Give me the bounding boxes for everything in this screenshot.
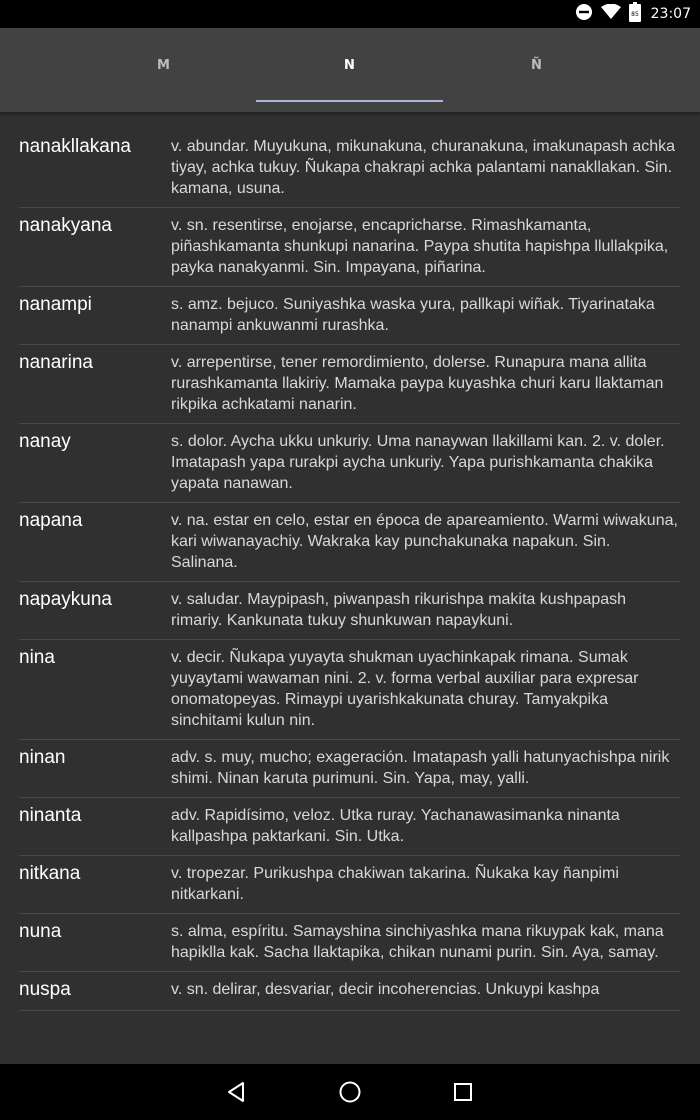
entry-word: ninanta xyxy=(19,805,82,826)
dnd-icon xyxy=(575,3,593,25)
entry-definition: v. tropezar. Purikushpa chakiwan takarina. Ñukaka kay ñanpimi nitkarkani. xyxy=(171,865,619,903)
entry-definition: v. saludar. Maypipash, piwanpash rikurishpa makita kushpapash rimariy. Kankunata tukuy shunkuwan napaykuni. xyxy=(171,591,627,629)
list-item[interactable] xyxy=(19,287,680,345)
entry-word: ninan xyxy=(19,747,66,768)
list-item[interactable] xyxy=(19,582,680,640)
tab-n-tilde[interactable]: Ñ xyxy=(531,57,542,73)
tab-m[interactable]: M xyxy=(157,57,170,73)
list-item[interactable] xyxy=(19,640,680,740)
list-item[interactable] xyxy=(19,424,680,503)
list-item[interactable] xyxy=(19,740,680,798)
entry-definition: s. alma, espíritu. Samayshina sinchiyashka mana rikuypak kak, mana hapiklla kak. Sacha llaktapika, chikan nunami purin. Sin. Aya, samay. xyxy=(171,923,664,961)
back-icon xyxy=(225,1081,247,1103)
active-tab-indicator xyxy=(256,100,443,102)
list-item[interactable] xyxy=(19,798,680,856)
status-icons xyxy=(575,0,691,28)
list-item[interactable] xyxy=(19,503,680,582)
entry-definition: s. dolor. Aycha ukku unkuriy. Uma nanaywan llakillami kan. 2. v. doler. Imatapash yapa rurakpi aycha unkuriy. Yapa purishkamanta chakika yapata nanawan. xyxy=(171,433,665,492)
entry-word: nuspa xyxy=(19,979,71,1000)
entry-word: nina xyxy=(19,647,55,668)
list-item[interactable] xyxy=(19,856,680,914)
entry-word: nanay xyxy=(19,431,71,452)
home-button[interactable] xyxy=(320,1064,380,1120)
entry-word: nanarina xyxy=(19,352,93,373)
dictionary-list[interactable] xyxy=(0,112,700,1044)
battery-level: 85 xyxy=(630,11,639,18)
entry-definition: v. sn. delirar, desvariar, decir incoherencias. Unkuypi kashpa xyxy=(171,981,600,998)
entry-definition: v. abundar. Muyukuna, mikunakuna, churanakuna, imakunapash achka tiyay, achka tukuy. Ñukapa chakrapi achka palantami nanakllakan. Sin. kamana, usuna. xyxy=(171,138,676,197)
entry-definition: v. na. estar en celo, estar en época de apareamiento. Warmi wiwakuna, kari wiwanayachiy. Wakraka kay punchakunaka napakun. Sin. Salinana. xyxy=(171,512,678,571)
list-item[interactable] xyxy=(19,914,680,972)
entry-definition: adv. s. muy, mucho; exageración. Imatapash yalli hatunyachishpa nirik shimi. Ninan karuta purimuni. Sin. Yapa, may, yalli. xyxy=(171,749,670,787)
entry-definition: s. amz. bejuco. Suniyashka waska yura, pallkapi wiñak. Tiyarinataka nanampi ankuwanmi rurashka. xyxy=(171,296,655,334)
entry-word: nanakyana xyxy=(19,215,112,236)
status-bar xyxy=(0,0,700,28)
entry-word: nanampi xyxy=(19,294,92,315)
recents-icon xyxy=(453,1082,473,1102)
list-item[interactable] xyxy=(19,112,680,208)
entry-word: nuna xyxy=(19,921,62,942)
back-button[interactable] xyxy=(206,1064,266,1120)
tab-n[interactable]: N xyxy=(344,57,355,73)
entry-word: nanakllakana xyxy=(19,136,131,157)
navigation-bar xyxy=(0,1064,700,1120)
entry-definition: v. sn. resentirse, enojarse, encapricharse. Rimashkamanta, piñashkamanta shunkupi nanarina. Paypa shutita hapishpa llullakpika, payka nanakyanmi. Sin. Impayana, piñarina. xyxy=(171,217,669,276)
wifi-icon xyxy=(601,4,621,24)
entry-definition: v. arrepentirse, tener remordimiento, dolerse. Runapura mana allita rurashkamanta llakiriy. Mamaka paypa kuyashka churi karu llaktaman rikpika achkatami nanarin. xyxy=(171,354,664,413)
list-item[interactable] xyxy=(19,208,680,287)
entry-definition: v. decir. Ñukapa yuyayta shukman uyachinkapak rimana. Sumak yuyaytami wawaman nini. 2. v. forma verbal auxiliar para expresar onomatopeyas. Rimaypi uyarishkakunata churay. Tamyakpika sinchitami kulun nin. xyxy=(171,649,639,729)
entry-word: napaykuna xyxy=(19,589,112,610)
entry-word: nitkana xyxy=(19,863,81,884)
entry-word: napana xyxy=(19,510,83,531)
list-item[interactable] xyxy=(19,972,680,1011)
list-item[interactable] xyxy=(19,345,680,424)
battery-icon xyxy=(629,2,641,26)
status-time: 23:07 xyxy=(650,6,691,22)
letter-tab-bar xyxy=(0,28,700,112)
entry-definition: adv. Rapidísimo, veloz. Utka ruray. Yachanawasimanka ninanta kallpashpa paktarkani. Sin. Utka. xyxy=(171,807,620,845)
recents-button[interactable] xyxy=(433,1064,493,1120)
home-icon xyxy=(338,1080,362,1104)
